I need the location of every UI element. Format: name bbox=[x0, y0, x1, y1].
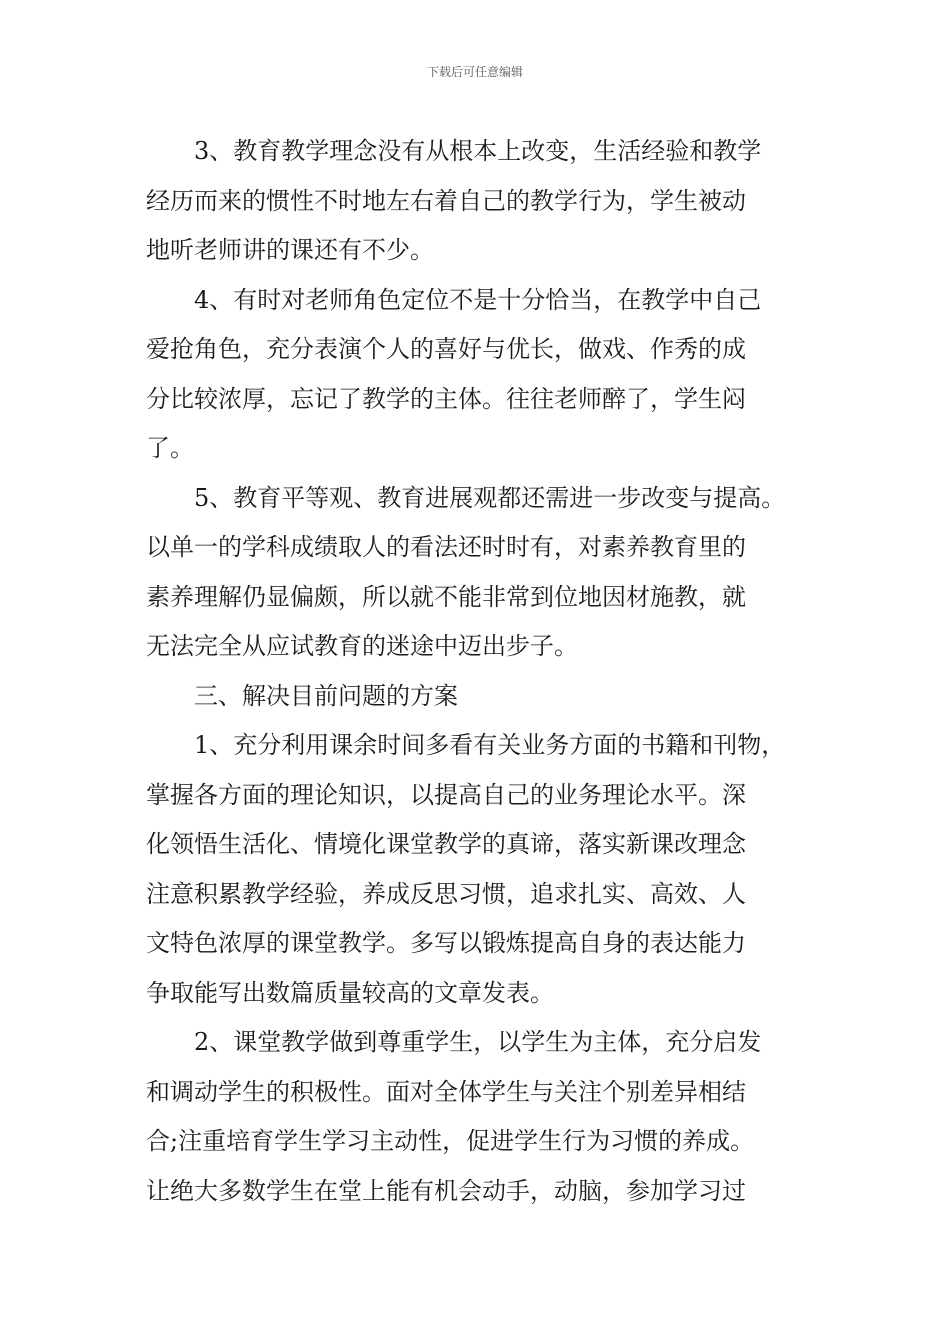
section-heading: 三、解决目前问题的方案 bbox=[194, 681, 458, 710]
text-line: 文特色浓厚的课堂教学。多写以锻炼提高自身的表达能力 bbox=[146, 929, 746, 957]
text-line: 1、充分利用课余时间多看有关业务方面的书籍和刊物， bbox=[194, 731, 786, 759]
text-line: 以单一的学科成绩取人的看法还时时有，对素养教育里的 bbox=[146, 533, 746, 561]
text-line: 掌握各方面的理论知识，以提高自己的业务理论水平。深 bbox=[146, 780, 746, 809]
text-line: 3、教育教学理念没有从根本上改变，生活经验和教学 bbox=[194, 137, 762, 165]
text-line: 4、有时对老师角色定位不是十分恰当，在教学中自己 bbox=[194, 285, 762, 314]
text-line: 地听老师讲的课还有不少。 bbox=[146, 236, 434, 264]
text-line: 争取能写出数篇质量较高的文章发表。 bbox=[146, 978, 554, 1007]
document-body bbox=[146, 127, 811, 1216]
text-line: 和调动学生的积极性。面对全体学生与关注个别差异相结 bbox=[146, 1077, 746, 1106]
page-header: 下载后可任意编辑 bbox=[426, 65, 523, 79]
text-line: 注意积累教学经验，养成反思习惯，追求扎实、高效、人 bbox=[146, 879, 746, 908]
text-line: 让绝大多数学生在堂上能有机会动手，动脑，参加学习过 bbox=[146, 1176, 746, 1205]
text-line: 化领悟生活化、情境化课堂教学的真谛，落实新课改理念 bbox=[146, 830, 746, 858]
text-line: 分比较浓厚，忘记了教学的主体。往往老师醉了，学生闷 bbox=[146, 384, 746, 413]
text-line: 素养理解仍显偏颇，所以就不能非常到位地因材施教，就 bbox=[146, 582, 746, 611]
text-line: 爱抢角色，充分表演个人的喜好与优长，做戏、作秀的成 bbox=[146, 335, 746, 363]
text-line: 了。 bbox=[146, 434, 194, 462]
text-line: 无法完全从应试教育的迷途中迈出步子。 bbox=[146, 632, 578, 660]
text-line: 经历而来的惯性不时地左右着自己的教学行为，学生被动 bbox=[146, 186, 746, 215]
text-line: 合;注重培育学生学习主动性，促进学生行为习惯的养成。 bbox=[146, 1127, 755, 1155]
text-line: 2、课堂教学做到尊重学生，以学生为主体，充分启发 bbox=[194, 1028, 762, 1056]
text-line: 5、教育平等观、教育进展观都还需进一步改变与提高。 bbox=[194, 483, 786, 512]
